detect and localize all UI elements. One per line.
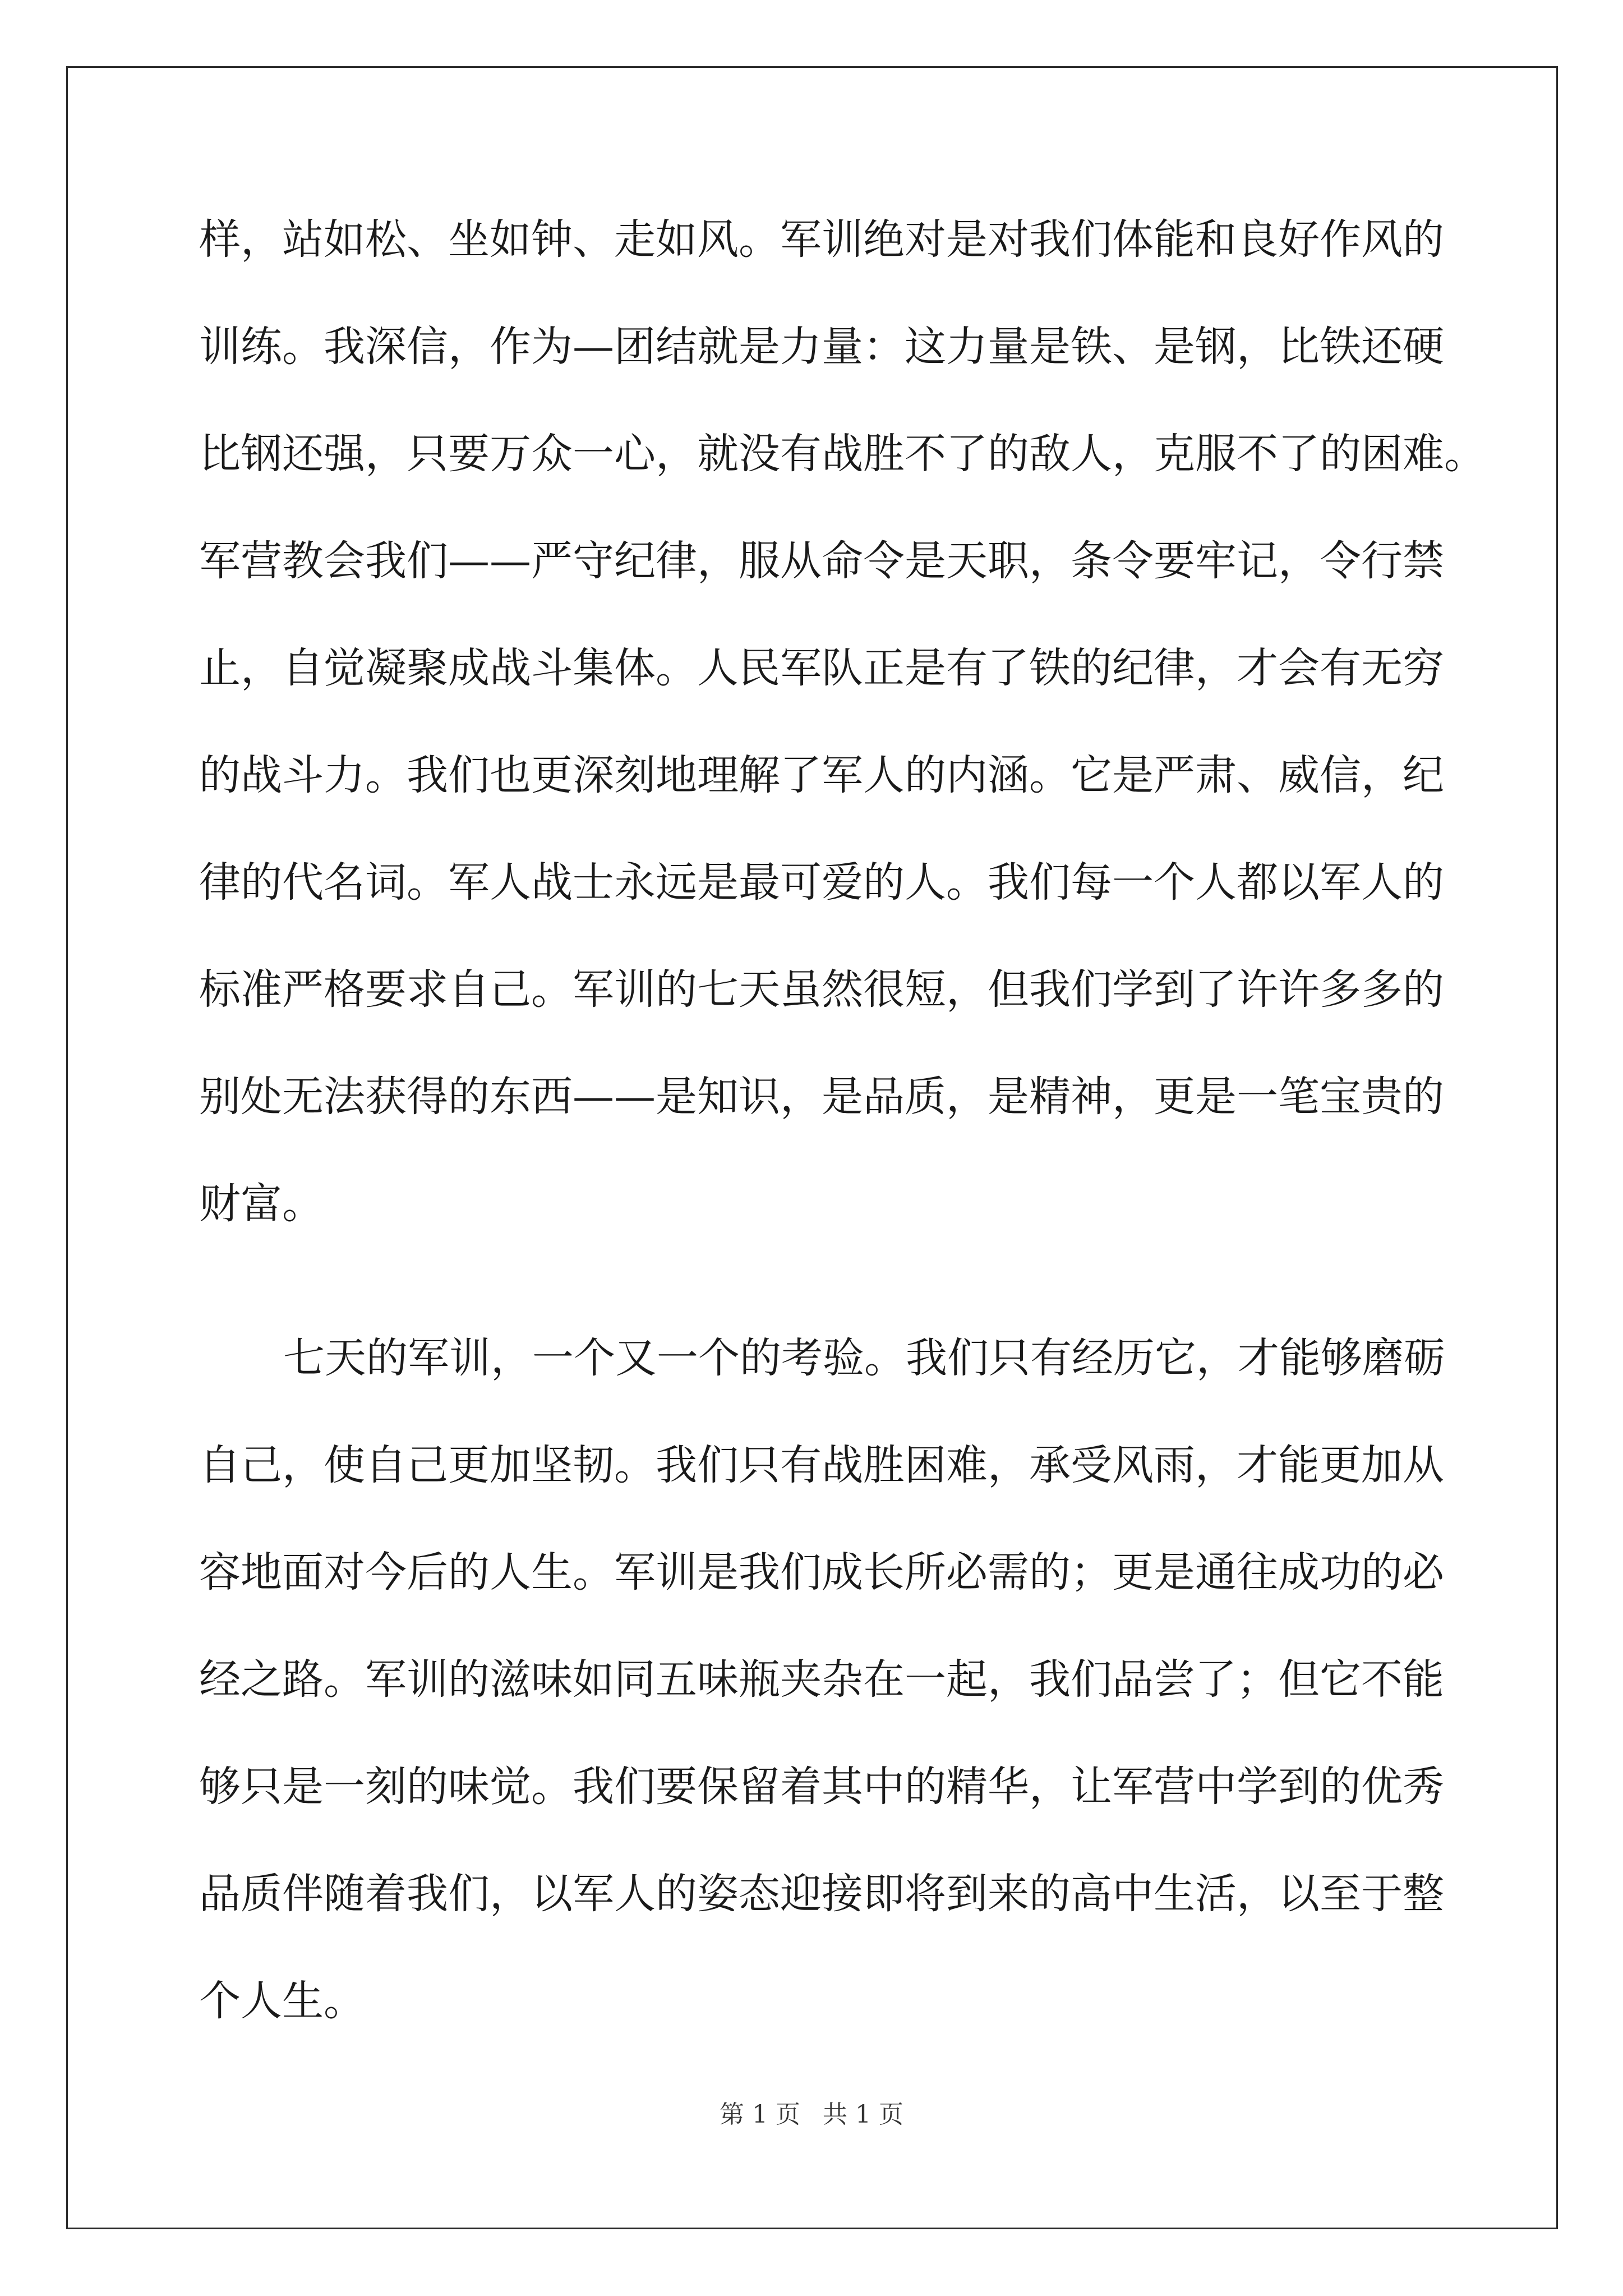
text-line: 容地面对今后的人生。军训是我们成长所必需的；更是通往成功的必 [199, 1548, 1444, 1596]
text-line: 七天的军训，一个又一个的考验。我们只有经历它，才能够磨砺 [283, 1334, 1445, 1382]
text-line: 够只是一刻的味觉。我们要保留着其中的精华，让军营中学到的优秀 [199, 1763, 1444, 1811]
text-line: 标准严格要求自己。军训的七天虽然很短，但我们学到了许许多多的 [199, 965, 1444, 1014]
text-line: 个人生。 [199, 1977, 365, 2025]
text-line: 比钢还强，只要万众一心，就没有战胜不了的敌人，克服不了的困难。 [199, 430, 1486, 478]
text-line: 的战斗力。我们也更深刻地理解了军人的内涵。它是严肃、威信，纪 [199, 751, 1444, 799]
text-line: 自己，使自己更加坚韧。我们只有战胜困难，承受风雨，才能更加从 [199, 1441, 1444, 1489]
text-line: 军营教会我们——严守纪律，服从命令是天职，条令要牢记，令行禁 [199, 537, 1444, 585]
text-line: 财富。 [199, 1180, 324, 1228]
page-total: 共 1 页 [823, 2100, 903, 2129]
text-line: 样，站如松、坐如钟、走如风。军训绝对是对我们体能和良好作风的 [199, 215, 1444, 264]
document-body [199, 215, 1486, 2087]
text-line: 别处无法获得的东西——是知识，是品质，是精神，更是一笔宝贵的 [199, 1073, 1444, 1121]
text-line: 经之路。军训的滋味如同五味瓶夹杂在一起，我们品尝了；但它不能 [199, 1655, 1444, 1704]
text-line: 训练。我深信，作为—团结就是力量：这力量是铁、是钢，比铁还硬 [199, 323, 1444, 371]
page-number: 第 1 页 [720, 2100, 800, 2129]
text-line: 律的代名词。军人战士永远是最可爱的人。我们每一个人都以军人的 [199, 858, 1444, 907]
text-line: 止，自觉凝聚成战斗集体。人民军队正是有了铁的纪律，才会有无穷 [199, 644, 1444, 692]
text-line: 品质伴随着我们，以军人的姿态迎接即将到来的高中生活，以至于整 [199, 1870, 1444, 1918]
page-footer [0, 2101, 1623, 2129]
